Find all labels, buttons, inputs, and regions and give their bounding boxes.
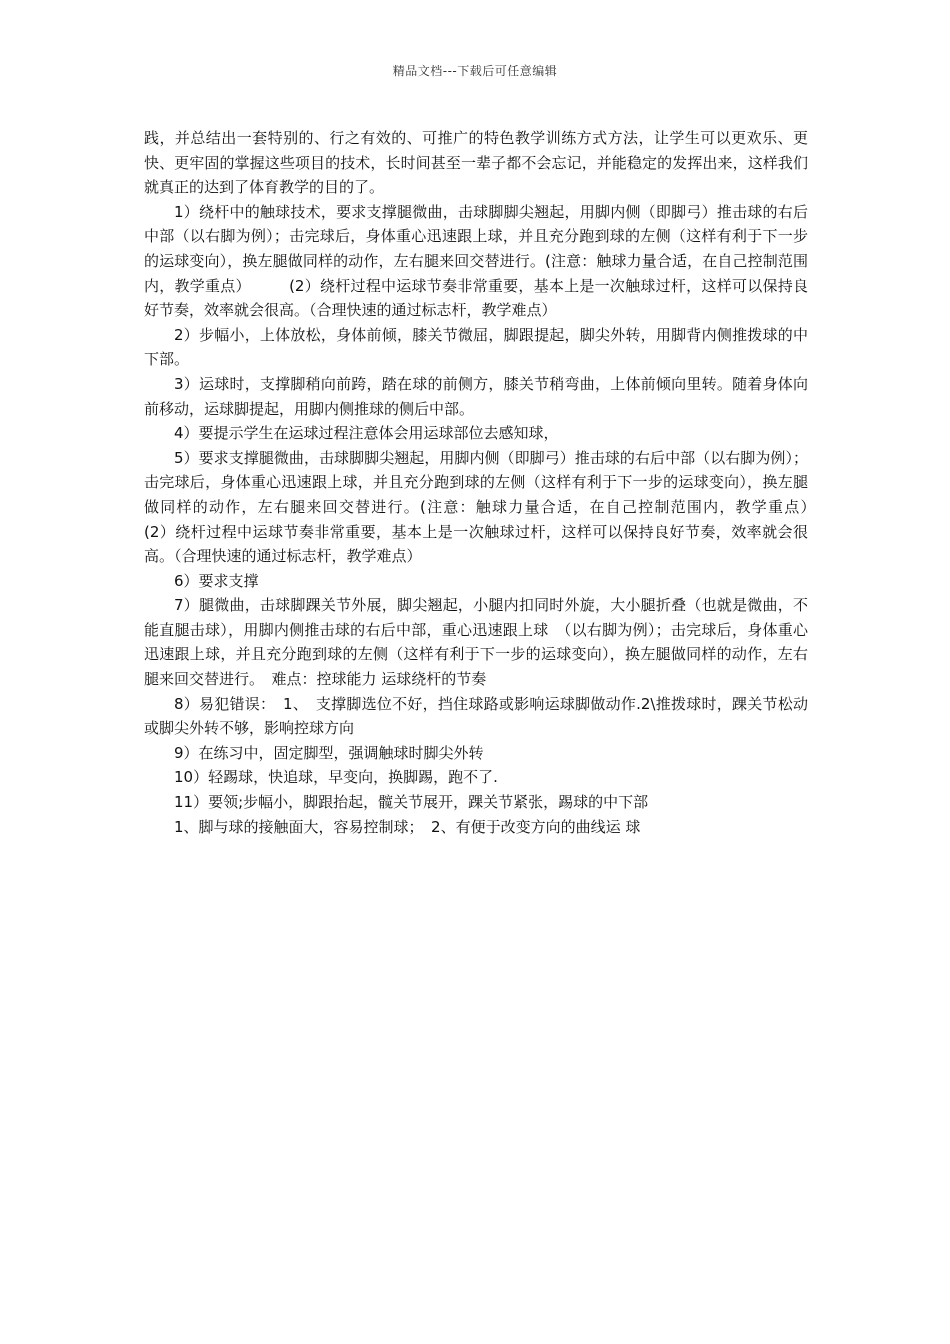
paragraph-item-11: 11）要领;步幅小，脚跟抬起，髋关节展开，踝关节紧张，踢球的中下部 [174,793,649,812]
paragraph-item-5: 5）要求支撑腿微曲，击球脚脚尖翘起，用脚内侧（即脚弓）推击球的右后中部（以右脚为例）；击完球后，身体重心迅速跟上球，并且充分跑到球的左侧（这样有利于下一步的运球变向），换左腿做同样的动作，左右腿来回交替进行。(注意：触球力量合适，在自己控制范围内，教学重点） (2）绕杆过程中运球节奏非常重要，基本上是一次触球过杆，这样可以保持良好节奏，效率就会很高。（合理快速的通过标志杆，教学难点） [144,448,854,566]
paragraph-item-7: 7）腿微曲，击球脚踝关节外展，脚尖翘起，小腿内扣同时外旋，大小腿折叠（也就是微曲，不能直腿击球），用脚内侧推击球的右后中部，重心迅速跟上球 （以右脚为例）；击完球后，身体重心迅速跟上球，并且充分跑到球的左侧（这样有利于下一步的运球变向），换左腿做同样的动作，左右腿来回交替进行。 难点：控球能力 运球绕杆的节奏 [144,596,808,689]
paragraph-item-4: 4）要提示学生在运球过程注意体会用运球部位去感知球， [174,424,559,443]
paragraph-item-9: 9）在练习中，固定脚型，强调触球时脚尖外转 [174,743,484,762]
page-header: 精品文档---下载后可任意编辑 [392,64,558,78]
document-body [144,126,854,839]
paragraph-item-3: 3）运球时，支撑脚稍向前跨，踏在球的前侧方，膝关节稍弯曲，上体前倾向里转。随着身体向前移动，运球脚提起，用脚内侧推球的侧后中部。 [144,374,808,418]
paragraph-item-8: 8）易犯错误： 1、 支撑脚选位不好，挡住球路或影响运球脚做动作.2\推拨球时，踝关节松动或脚尖外转不够，影响控球方向 [144,694,808,738]
paragraph-summary: 1、脚与球的接触面大，容易控制球； 2、有便于改变方向的曲线运 球 [174,817,641,836]
paragraph-item-1: 1）绕杆中的触球技术，要求支撑腿微曲，击球脚脚尖翘起，用脚内侧（即脚弓）推击球的右后中部（以右脚为例）；击完球后，身体重心迅速跟上球，并且充分跑到球的左侧（这样有利于下一步的运球变向），换左腿做同样的动作，左右腿来回交替进行。(注意：触球力量合适，在自己控制范围内，教学重点） (2）绕杆过程中运球节奏非常重要，基本上是一次触球过杆，这样可以保持良好节奏，效率就会很高。（合理快速的通过标志杆，教学难点） [144,202,808,320]
paragraph-intro: 践，并总结出一套特别的、行之有效的、可推广的特色教学训练方式方法，让学生可以更欢乐、更快、更牢固的掌握这些项目的技术，长时间甚至一辈子都不会忘记，并能稳定的发挥出来，这样我们就真正的达到了体育教学的目的了。 [144,129,808,197]
paragraph-item-10: 10）轻踢球，快追球，早变向，换脚踢，跑不了. [174,768,498,787]
paragraph-item-2: 2）步幅小，上体放松，身体前倾，膝关节微屈，脚跟提起，脚尖外转，用脚背内侧推拨球的中下部。 [144,325,808,369]
paragraph-item-6: 6）要求支撑 [174,571,259,590]
